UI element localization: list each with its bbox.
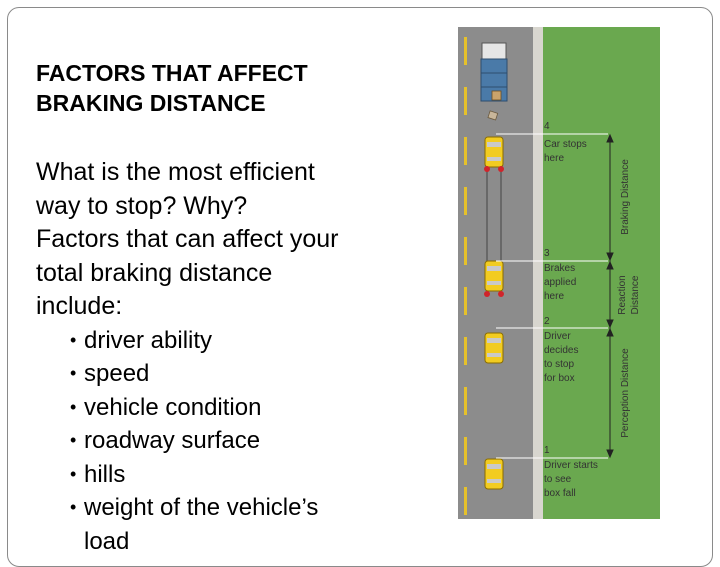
lane-dash bbox=[464, 287, 467, 315]
truck-icon bbox=[481, 43, 507, 101]
step-text: to stop bbox=[544, 359, 575, 370]
factor-list bbox=[36, 324, 416, 559]
factor-text: driver ability bbox=[84, 326, 213, 354]
factor-item bbox=[36, 491, 416, 525]
step-text: here bbox=[544, 153, 565, 164]
reaction-distance-label: Distance bbox=[630, 275, 641, 315]
body-line-3: Factors that can affect your bbox=[36, 225, 339, 253]
factor-text: vehicle condition bbox=[84, 393, 262, 421]
lane-dash bbox=[464, 387, 467, 415]
lane-dash bbox=[464, 437, 467, 465]
step-text: Driver starts bbox=[544, 460, 598, 471]
body-line-1: What is the most efficient bbox=[36, 158, 315, 186]
lane-dash bbox=[464, 237, 467, 265]
step-text: Driver bbox=[544, 331, 571, 342]
car-icon-seeing bbox=[485, 459, 503, 489]
braking-distance-label: Braking Distance bbox=[620, 159, 631, 235]
factor-item bbox=[36, 324, 416, 358]
body-line-5: include: bbox=[36, 292, 123, 320]
step-number: 4 bbox=[544, 121, 550, 132]
factor-item bbox=[36, 525, 416, 559]
braking-distance-diagram bbox=[458, 27, 660, 519]
car-icon-deciding bbox=[485, 333, 503, 363]
title-line-1: FACTORS THAT AFFECT bbox=[36, 60, 308, 86]
slide-body bbox=[36, 156, 416, 558]
factor-item bbox=[36, 424, 416, 458]
bullet-icon: • bbox=[70, 396, 77, 417]
step-text: Car stops bbox=[544, 139, 587, 150]
factor-item bbox=[36, 357, 416, 391]
perception-distance-label: Perception Distance bbox=[620, 348, 631, 438]
shoulder bbox=[533, 27, 543, 519]
body-line-4: total braking distance bbox=[36, 258, 273, 287]
lane-dash bbox=[464, 187, 467, 215]
bullet-icon: • bbox=[70, 363, 77, 383]
bullet-icon: • bbox=[70, 329, 77, 350]
body-line-2: way to stop? Why? bbox=[36, 191, 248, 220]
lane-dash bbox=[464, 337, 467, 365]
lane-dash bbox=[464, 37, 467, 65]
factor-text: weight of the vehicle’s bbox=[84, 494, 319, 521]
lane-dash bbox=[464, 87, 467, 115]
slide-title bbox=[36, 58, 416, 118]
factor-text: roadway surface bbox=[84, 427, 261, 454]
step-text: to see bbox=[544, 474, 572, 485]
step-text: applied bbox=[544, 277, 577, 288]
reaction-distance-label: Reaction bbox=[617, 275, 628, 315]
factor-item bbox=[36, 391, 416, 425]
lane-dash bbox=[464, 137, 467, 165]
bullet-icon: • bbox=[70, 430, 77, 450]
bullet-icon: • bbox=[70, 497, 77, 517]
bullet-icon: • bbox=[70, 463, 77, 484]
factor-text: load bbox=[84, 527, 130, 555]
factor-item bbox=[36, 458, 416, 492]
step-number: 3 bbox=[544, 248, 550, 259]
step-text: for box bbox=[544, 373, 575, 384]
step-number: 1 bbox=[544, 445, 550, 456]
factor-text: speed bbox=[84, 360, 150, 387]
step-number: 2 bbox=[544, 316, 550, 327]
factor-text: hills bbox=[84, 460, 126, 488]
diagram-svg bbox=[458, 27, 660, 519]
step-text: here bbox=[544, 291, 565, 302]
title-line-2: BRAKING DISTANCE bbox=[36, 90, 266, 116]
step-text: box fall bbox=[544, 488, 576, 499]
step-text: Brakes bbox=[544, 263, 576, 274]
car-icon-stopped bbox=[484, 137, 504, 172]
step-text: decides bbox=[544, 345, 579, 356]
lane-dash bbox=[464, 487, 467, 515]
